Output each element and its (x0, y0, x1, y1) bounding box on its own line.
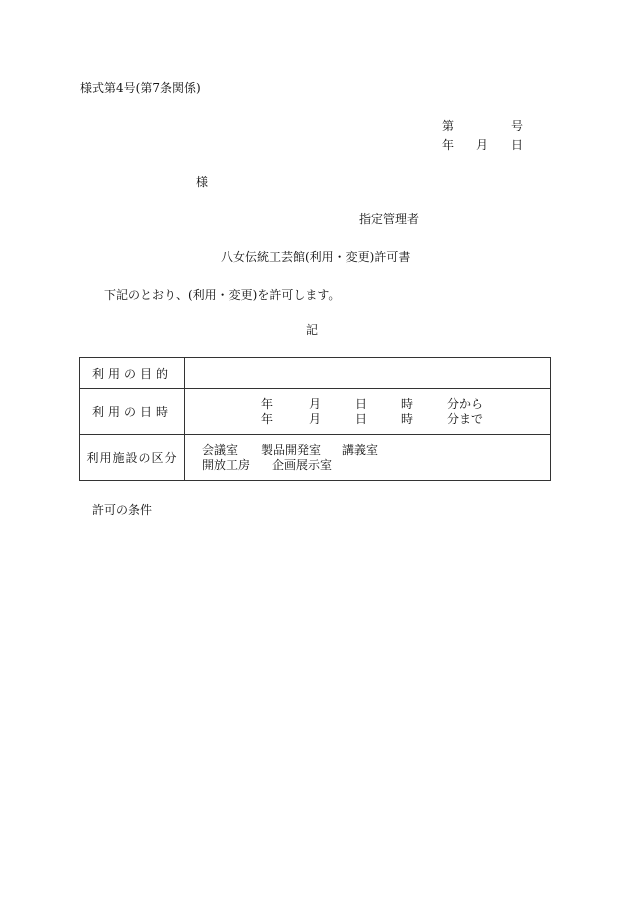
from-year: 年 (261, 396, 274, 411)
to-year: 年 (261, 411, 274, 426)
to-hour: 時 (401, 411, 414, 426)
facility-line-2 (185, 458, 550, 473)
purpose-label: 利用の目的 (80, 358, 185, 389)
to-day: 日 (355, 411, 368, 426)
facility-option-meeting-room[interactable]: 会議室 (202, 442, 239, 457)
from-day: 日 (355, 396, 368, 411)
facility-option-lecture-room[interactable]: 講義室 (342, 442, 379, 457)
facility-value[interactable] (185, 435, 551, 481)
from-hour: 時 (401, 396, 414, 411)
facility-option-exhibition-room[interactable]: 企画展示室 (272, 457, 333, 472)
table-row-facility (80, 435, 551, 481)
facility-line-1 (185, 443, 550, 458)
table-row-purpose (80, 358, 551, 389)
to-month: 月 (309, 411, 322, 426)
from-month: 月 (309, 396, 322, 411)
date-day: 日 (511, 138, 524, 152)
datetime-label: 利用の日時 (80, 389, 185, 435)
table-row-datetime (80, 389, 551, 435)
facility-label: 利用施設の区分 (80, 435, 185, 481)
facility-option-open-workshop[interactable]: 開放工房 (202, 457, 251, 472)
number-go: 号 (511, 119, 524, 133)
date-month: 月 (476, 138, 489, 152)
conditions-label: 許可の条件 (92, 503, 153, 517)
datetime-value[interactable] (185, 389, 551, 435)
details-table (79, 357, 551, 481)
from-minute: 分から (447, 396, 484, 411)
date-year: 年 (442, 138, 455, 152)
recipient-suffix: 様 (196, 175, 209, 189)
document-title: 八女伝統工芸館(利用・変更)許可書 (221, 250, 411, 264)
datetime-from-line (185, 397, 550, 412)
ki-heading: 記 (306, 323, 319, 337)
form-number: 様式第4号(第7条関係) (80, 81, 201, 95)
datetime-to-line (185, 412, 550, 427)
to-minute: 分まで (447, 411, 484, 426)
facility-option-product-dev-room[interactable]: 製品開発室 (261, 442, 322, 457)
intro-text: 下記のとおり、(利用・変更)を許可します。 (104, 288, 341, 302)
issuer: 指定管理者 (359, 212, 420, 226)
purpose-value[interactable] (185, 358, 551, 389)
number-dai: 第 (442, 119, 455, 133)
